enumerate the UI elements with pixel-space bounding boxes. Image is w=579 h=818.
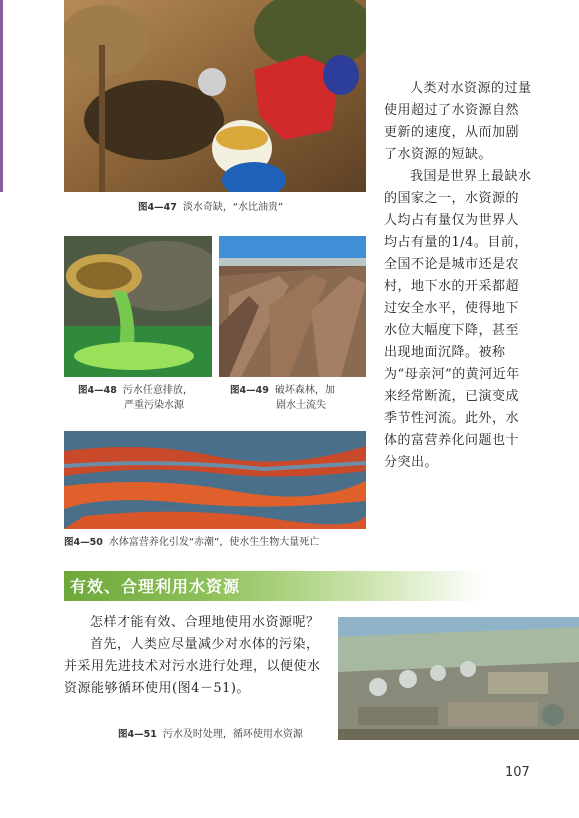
caption-line-2: 严重污染水源 xyxy=(124,400,184,411)
section-title: 有效、合理利用水资源 xyxy=(70,577,241,596)
figure-number: 图4—49 xyxy=(230,385,269,396)
paragraph: 首先，人类应尽量减少对水体的污染，并采用先进技术对污水进行处理，以便使水资源能够循环使用(图4－51)。 xyxy=(64,637,321,696)
paragraph: 人类对水资源的过量使用超过了水资源自然更新的速度，从而加剧了水资源的短缺。 xyxy=(384,81,532,162)
photo-cut-logs xyxy=(219,236,366,377)
figure-number: 图4—47 xyxy=(138,202,177,213)
section-body-text xyxy=(64,612,332,700)
page-edge-tab xyxy=(0,0,3,192)
caption-fig-4-51 xyxy=(118,727,303,742)
right-column-text xyxy=(384,78,532,474)
caption-fig-4-50 xyxy=(64,535,319,550)
photo-sewage-treatment-plant xyxy=(338,617,579,740)
paragraph: 我国是世界上最缺水的国家之一，水资源的人均占有量仅为世界人均占有量的1/4。目前，全国不论是城市还是农村，地下水的开采都超过安全水平，使得地下水位大幅度下降，甚至出现地面沉降。被称为“母亲河”的黄河近年来经常断流，已演变成季节性河流。此外，水体的富营养化问题也十分突出。 xyxy=(384,169,532,470)
photo-sewage-discharge xyxy=(64,236,212,377)
figure-number: 图4—48 xyxy=(78,385,117,396)
caption-fig-4-47 xyxy=(138,200,283,215)
photo-red-tide xyxy=(64,431,366,529)
caption-text: 水体富营养化引发“赤潮”，使水生生物大量死亡 xyxy=(108,537,320,548)
caption-line-1: 污水任意排放， xyxy=(122,385,193,396)
caption-fig-4-48 xyxy=(78,383,218,413)
figure-number: 图4—51 xyxy=(118,729,157,740)
figure-number: 图4—50 xyxy=(64,537,103,548)
caption-line-1: 破坏森林，加 xyxy=(274,385,335,396)
caption-text: 淡水奇缺，“水比油贵” xyxy=(182,202,284,213)
caption-fig-4-49 xyxy=(230,383,380,413)
section-heading-bar xyxy=(64,571,484,601)
caption-line-2: 剧水土流失 xyxy=(276,400,326,411)
caption-text: 污水及时处理，循环使用水资源 xyxy=(162,729,303,740)
paragraph: 怎样才能有效、合理地使用水资源呢？ xyxy=(90,615,320,630)
photo-water-scarcity xyxy=(64,0,366,192)
page-number: 107 xyxy=(505,765,530,780)
